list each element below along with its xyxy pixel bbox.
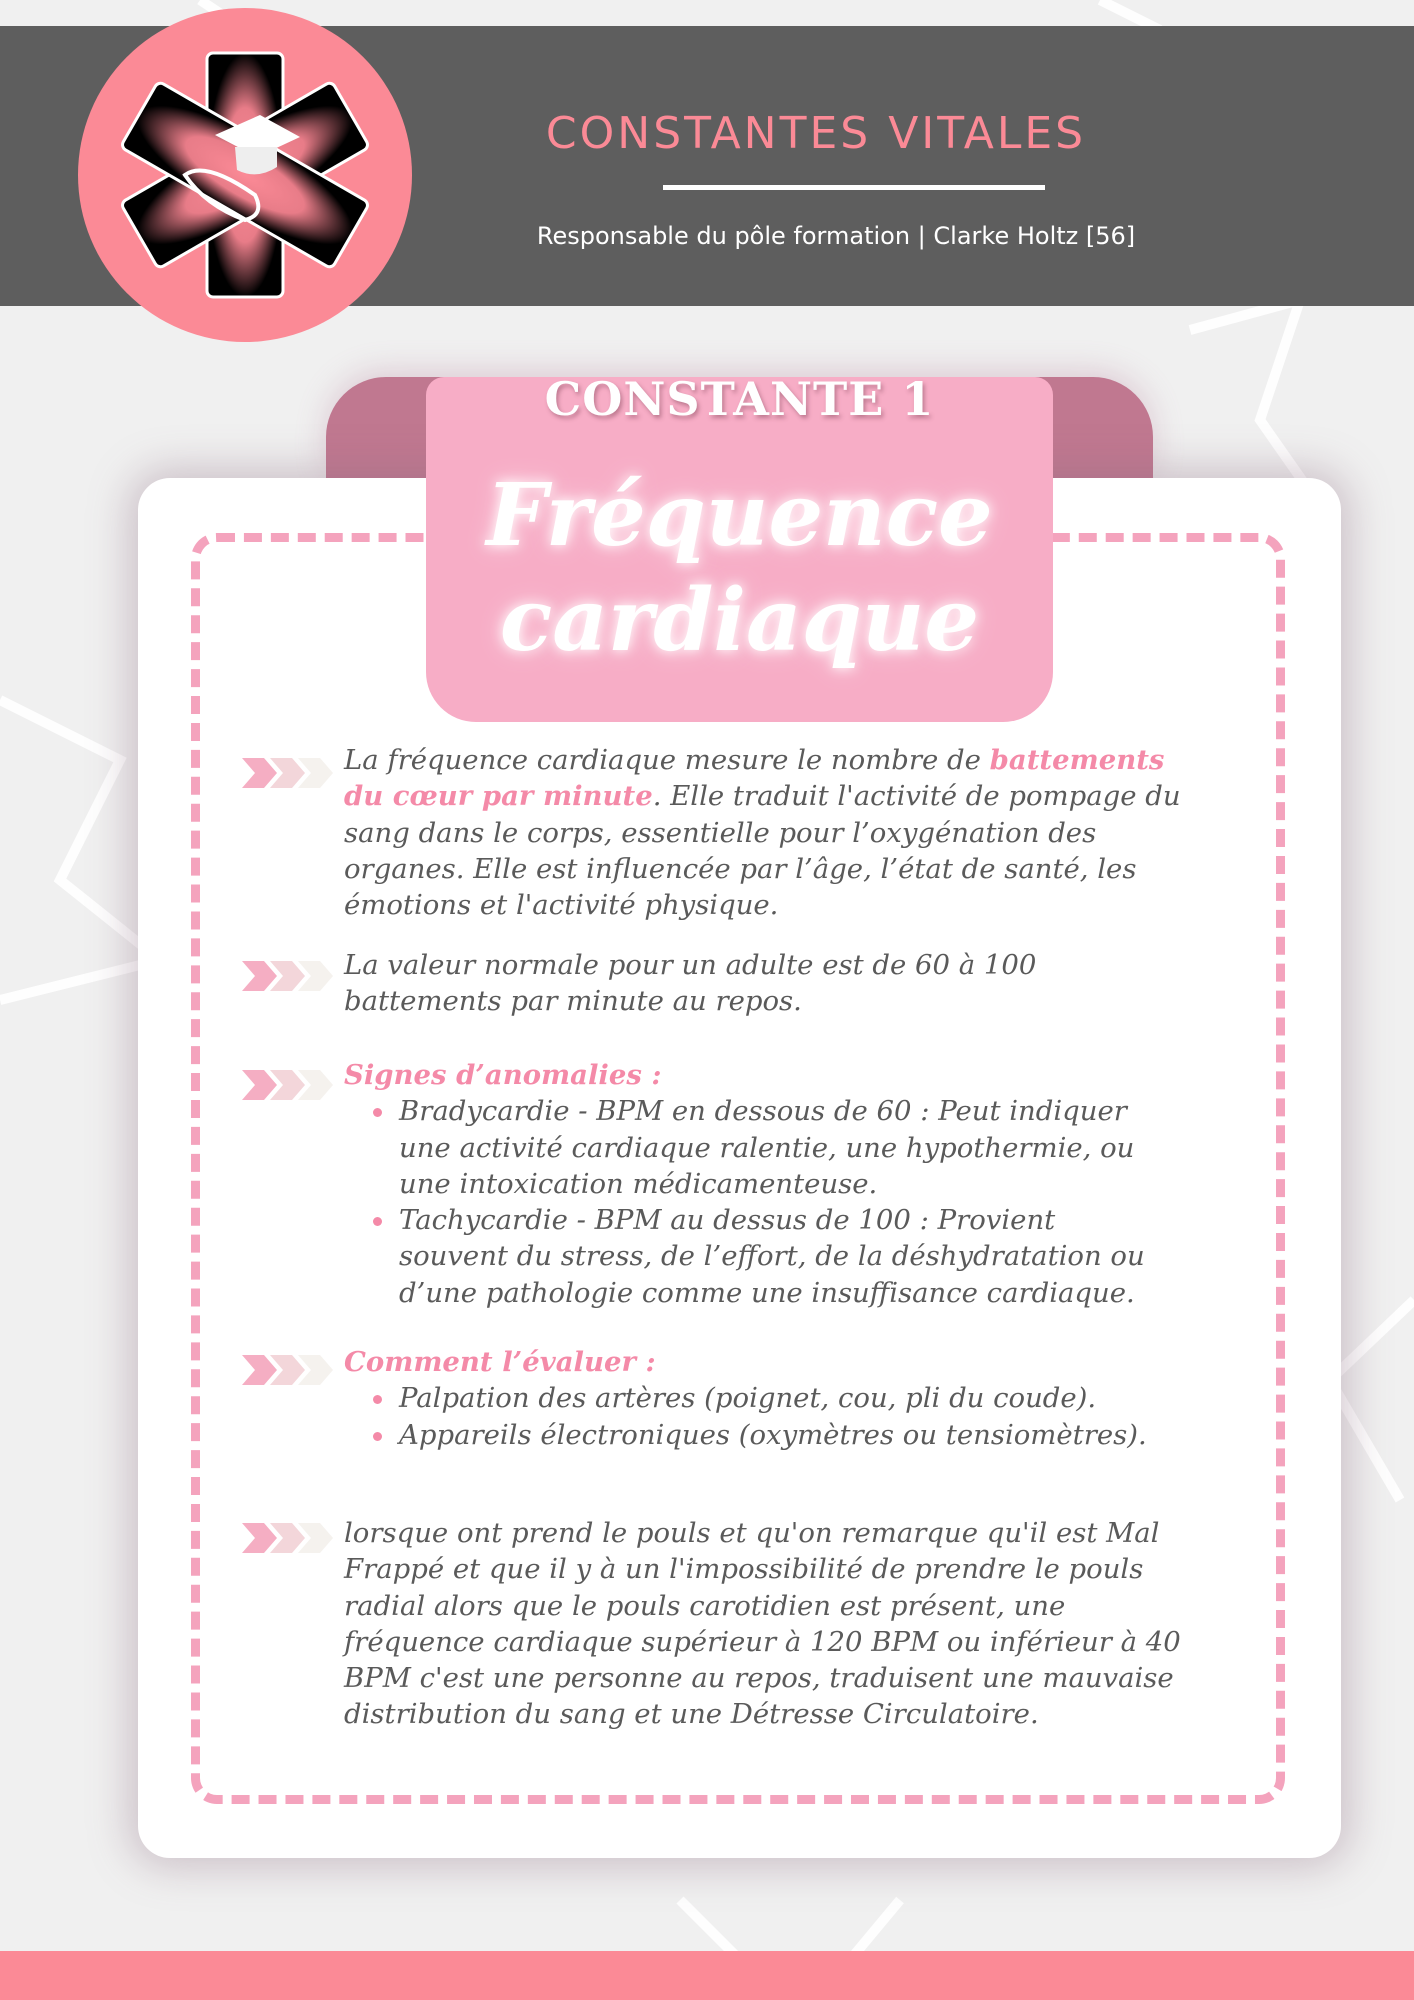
section-title-line1: Fréquence (486, 465, 993, 566)
page-title: CONSTANTES VITALES (545, 108, 1087, 159)
anomalies-section (344, 1057, 1194, 1311)
section-title-line2: cardiaque (499, 570, 980, 671)
normal-value-paragraph: La valeur normale pour un adulte est de 60 à 100 battements par minute au repos. (344, 949, 1037, 1018)
chevron-bullet-icon (242, 1070, 338, 1100)
footer-bar (0, 1951, 1414, 2000)
evaluate-heading: Comment l’évaluer : (344, 1346, 656, 1378)
intro-text-end: . Elle traduit l'activité de pompage du sang dans le corps, essentielle pour l’oxygénation des organes. Elle est influencée par l’âge, l’état de santé, les émotions et l'activité physique. (344, 780, 1181, 922)
distress-paragraph: lorsque ont prend le pouls et qu'on remarque qu'il est Mal Frappé et que il y à un l'impossibilité de prendre le pouls radial alors que le pouls carotidien est présent, une fréquence cardiaque supérieur à 120 BPM ou inférieur à 40 BPM c'est une personne au repos, traduisent une mauvaise distribution du sang et une Détresse Circulatoire. (344, 1517, 1181, 1731)
list-item: Tachycardie - BPM au dessus de 100 : Provient souvent du stress, de l’effort, de la déshydratation ou d’une pathologie comme une insuffisance cardiaque. (399, 1202, 1169, 1311)
list-item: Bradycardie - BPM en dessous de 60 : Peut indiquer une activité cardiaque ralentie, une hypothermie, ou une intoxication médicamenteuse. (399, 1093, 1169, 1202)
anomalies-heading: Signes d’anomalies : (344, 1059, 662, 1091)
evaluate-section (344, 1344, 1194, 1453)
intro-text: La fréquence cardiaque mesure le nombre de (344, 744, 990, 776)
chevron-bullet-icon (242, 1355, 338, 1385)
intro-highlight: battements du cœur par minute (344, 744, 1165, 813)
chevron-bullet-icon (242, 1523, 338, 1553)
chevron-bullet-icon (242, 961, 338, 991)
star-of-life-graduation-icon (78, 8, 412, 342)
chevron-bullet-icon (242, 758, 338, 788)
constant-number-label: CONSTANTE 1 (544, 372, 935, 426)
title-divider (663, 185, 1045, 190)
author-subtitle: Responsable du pôle formation | Clarke Holtz [56] (536, 222, 1136, 250)
intro-paragraph (344, 742, 1194, 923)
list-item: Appareils électroniques (oxymètres ou tensiomètres). (399, 1417, 1169, 1453)
list-item: Palpation des artères (poignet, cou, pli du coude). (399, 1380, 1169, 1416)
